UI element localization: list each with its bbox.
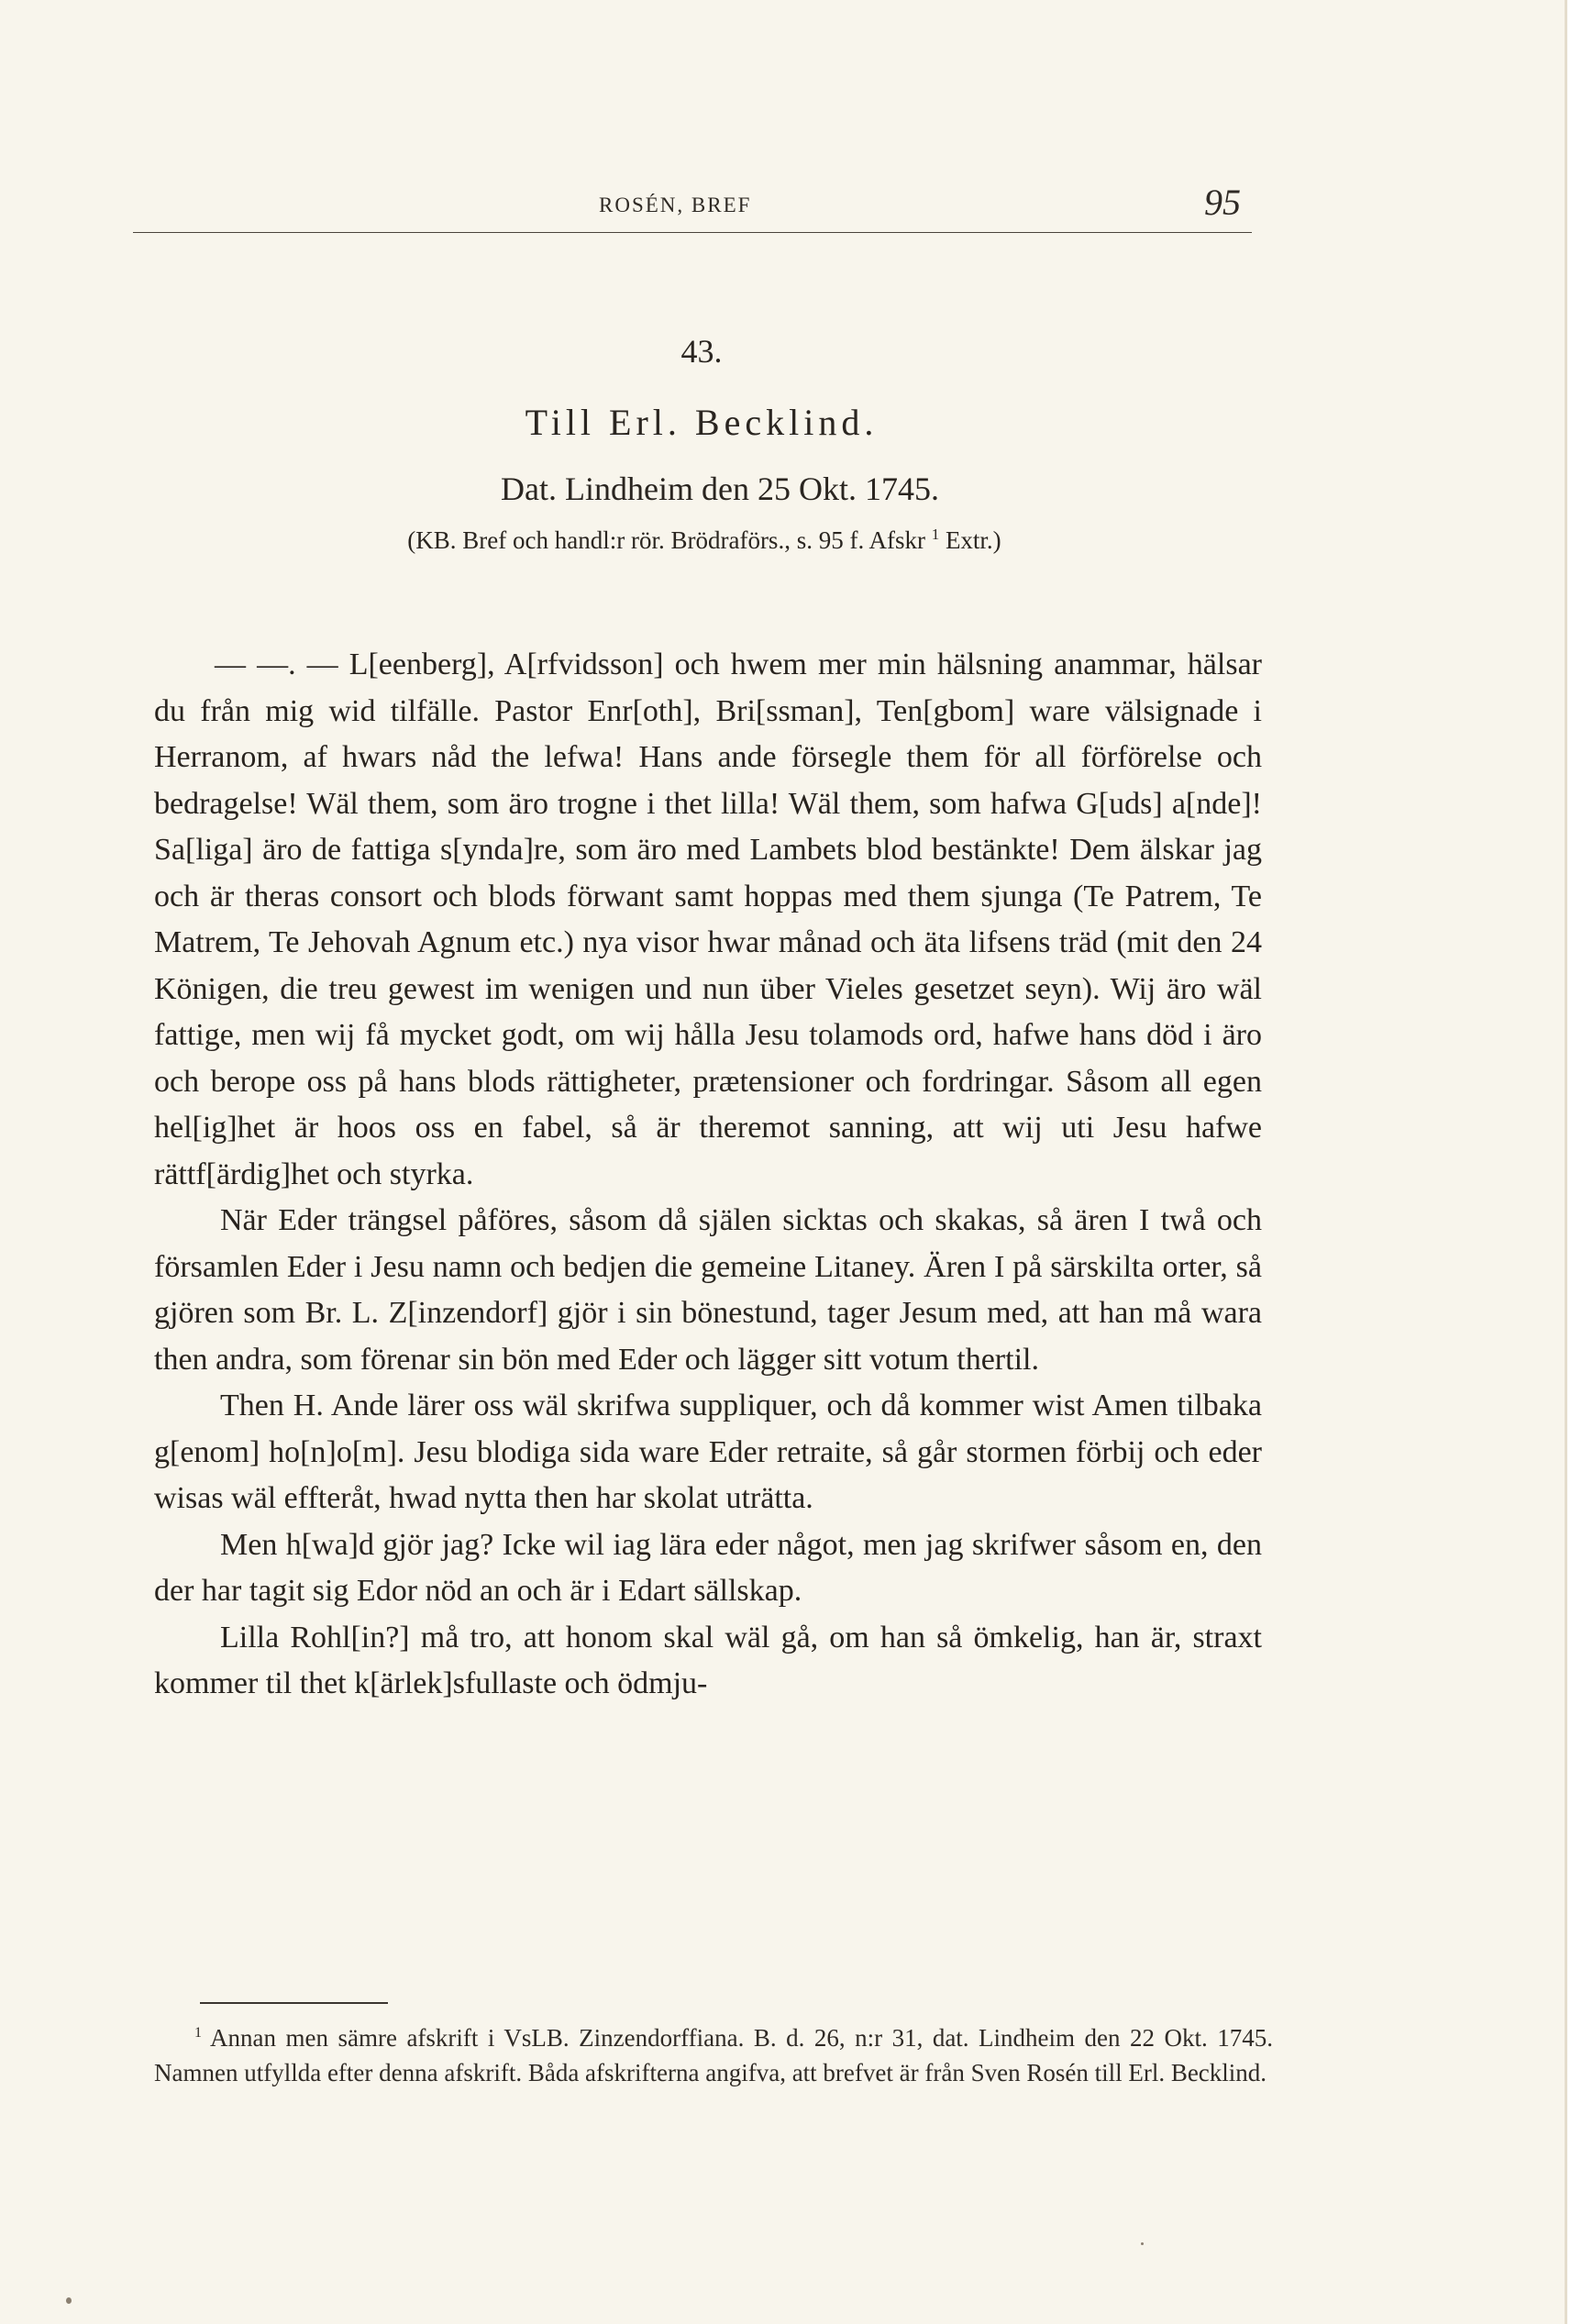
scan-speck	[66, 2297, 72, 2304]
letter-addressee: Till Erl. Becklind.	[525, 402, 879, 443]
header-rule	[133, 232, 1252, 233]
running-header-title: ROSÉN, BREF	[599, 194, 752, 216]
letter-number: 43.	[680, 333, 723, 370]
footnote	[154, 2016, 1273, 2090]
body-paragraph: — —. — L[eenberg], A[rfvidsson] och hwem mer min hälsning anammar, hälsar du från mig wid tilfälle. Pastor Enr[oth], Bri[ssman], Ten[gbom] ware välsignade i Herranom, af hwars nåd the lefwa! Hans ande försegle them för all förförelse och bedragelse! Wäl them, som äro trogne i thet lilla! Wäl them, som hafwa G[uds] a[nde]! Sa[liga] äro de fattiga s[ynda]re, som äro med Lambets blod bestänkte! Dem älskar jag och är theras consort och blods förwant samt hoppas med them sjunga (Te Patrem, Te Matrem, Te Jehovah Agnum etc.) nya visor hwar månad och äta lifsens träd (mit den 24 Königen, die treu gewest im wenigen und nun über Vieles gesetzet seyn). Wij äro wäl fattige, men wij få mycket godt, om wij hålla Jesu tolamods ord, hafwe hans död i äro och berope oss på hans blods rättigheter, prætensioner och fordringar. Såsom all egen hel[ig]het är hoos oss en fabel, så är theremot sanning, att wij uti Jesu hafwe rättf[ärdig]het och styrka.	[154, 647, 1262, 1191]
footnote-text: Annan men sämre afskrift i VsLB. Zinzendorffiana. B. d. 26, n:r 31, dat. Lindheim den 22 Okt. 1745. Namnen utfyllda efter denna afskrift. Båda afskrifterna angifva, att brefvet är från Sven Rosén till Erl. Becklind.	[154, 2024, 1273, 2086]
body-paragraph: Men h[wa]d gjör jag? Icke wil iag lära eder något, men jag skrifwer såsom en, den der har tagit sig Edor nöd an och är i Edart sällskap.	[154, 1527, 1262, 1608]
source-text-before-mark: (KB. Bref och handl:r rör. Brödraförs., s. 95 f. Afskr	[407, 526, 932, 554]
running-header	[133, 179, 1252, 234]
letter-date-line: Dat. Lindheim den 25 Okt. 1745.	[501, 470, 939, 507]
footnote-reference-mark: 1	[931, 526, 940, 543]
footnote-rule	[200, 2002, 388, 2004]
body-paragraph: Lilla Rohl[in?] må tro, att honom skal wäl gå, om han så ömkelig, han är, straxt kommer til thet k[ärlek]sfullaste och ödmju-	[154, 1620, 1262, 1700]
footnote-mark: 1	[194, 2025, 202, 2041]
body-paragraph: Then H. Ande lärer oss wäl skrifwa suppliquer, och då kommer wist Amen tilbaka g[enom] ho[n]o[m]. Jesu blodiga sida ware Eder retraite, så går stormen förbij och eder wisas wäl effteråt, hwad nytta then har skolat uträtta.	[154, 1389, 1262, 1515]
body-paragraph: När Eder trängsel påföres, såsom då själen sicktas och skakas, så ären I twå och församlen Eder i Jesu namn och bedjen die gemeine Litaney. Ären I på särskilta orter, så gjören som Br. L. Z[inzendorf] gjör i sin bönestund, tager Jesum med, att han må wara then andra, som förenar sin bön med Eder och lägger sitt votum thertil.	[154, 1203, 1262, 1377]
page-number: 95	[1204, 182, 1241, 223]
scan-margin	[1567, 0, 1582, 2324]
source-text-after-mark: Extr.)	[939, 526, 1001, 554]
scan-speck	[1141, 2242, 1144, 2245]
letter-body	[154, 642, 1262, 1708]
letter-source-reference	[136, 526, 1273, 555]
